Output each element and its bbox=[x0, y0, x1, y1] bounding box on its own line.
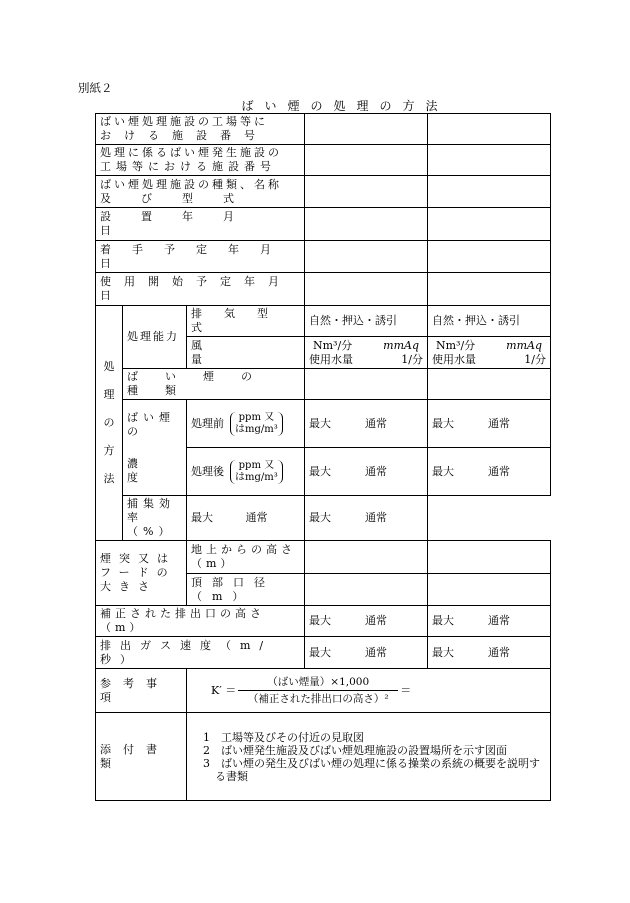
text: 通常 bbox=[365, 464, 387, 478]
corrected-height-label: 補正された排出口の高さ（m） bbox=[96, 606, 305, 637]
fraction bbox=[238, 675, 398, 706]
text: 使用水量 bbox=[432, 352, 476, 366]
text: 1/分 bbox=[524, 352, 546, 366]
capacity-label: 処理能力 bbox=[123, 306, 187, 369]
attachment-item: 3 ばい煙の発生及びばい煙の処理に係る操業の系統の概要を説明す bbox=[203, 756, 540, 770]
efficiency-b[interactable] bbox=[305, 496, 428, 541]
appendix-label: 別紙２ bbox=[78, 81, 113, 95]
exhaust-value-a[interactable]: 自然・押込・誘引 bbox=[305, 306, 428, 337]
kind-a[interactable] bbox=[305, 369, 428, 400]
text: はmg/m³ bbox=[235, 423, 278, 435]
text: 通常 bbox=[488, 614, 510, 627]
text: 最大 bbox=[432, 416, 454, 430]
after-b[interactable] bbox=[428, 448, 551, 496]
unit-bracket bbox=[230, 412, 283, 436]
text: 通常 bbox=[365, 645, 387, 659]
text: おける施設番号 bbox=[100, 129, 268, 142]
air-volume-b[interactable] bbox=[428, 337, 551, 369]
after-label bbox=[187, 448, 305, 496]
stack-diameter-b[interactable] bbox=[428, 574, 551, 606]
row-gen-number bbox=[96, 145, 551, 176]
text: 最大 bbox=[191, 511, 213, 524]
text: 処理後 bbox=[191, 464, 224, 478]
cell-b5[interactable] bbox=[428, 241, 551, 273]
row-exhaust-type bbox=[96, 306, 551, 337]
install-date-label: 設置年月日 bbox=[96, 208, 305, 241]
concentration-label bbox=[123, 400, 187, 496]
text: Nm³/分 bbox=[436, 338, 476, 352]
before-label bbox=[187, 400, 305, 448]
efficiency-a[interactable] bbox=[187, 496, 305, 541]
cell-a2[interactable] bbox=[305, 145, 428, 176]
cell-a1[interactable] bbox=[305, 114, 428, 145]
row-use-date bbox=[96, 273, 551, 306]
cell-a4[interactable] bbox=[305, 208, 428, 241]
gas-speed-a[interactable] bbox=[305, 637, 428, 669]
text: 理 bbox=[103, 388, 115, 401]
attachments-label: 添付書類 bbox=[96, 713, 187, 801]
cell-b1[interactable] bbox=[428, 114, 551, 145]
text: の bbox=[103, 416, 115, 429]
text: 方 bbox=[103, 444, 115, 457]
gen-number-label bbox=[96, 145, 305, 176]
text: ばい煙処理施設の種類、名称 bbox=[100, 177, 282, 191]
row-reference bbox=[96, 669, 551, 713]
corrected-b[interactable] bbox=[428, 606, 551, 637]
efficiency-label: 捕集効率（%） bbox=[123, 496, 187, 541]
row-start-date bbox=[96, 241, 551, 273]
unit-bracket bbox=[230, 460, 283, 484]
row-install-date bbox=[96, 208, 551, 241]
text: 最大 bbox=[309, 416, 331, 430]
text: 通常 bbox=[488, 416, 510, 430]
gas-speed-b[interactable] bbox=[428, 637, 551, 669]
attachment-item: 1 工場等及びその付近の見取図 bbox=[203, 730, 364, 744]
row-facility-number bbox=[96, 114, 551, 145]
attachment-item: る書類 bbox=[215, 769, 248, 783]
after-a[interactable] bbox=[305, 448, 428, 496]
before-a[interactable] bbox=[305, 400, 428, 448]
text: 濃度 bbox=[127, 456, 174, 484]
denominator: （補正された排出口の高さ）² bbox=[247, 693, 389, 705]
text: 通常 bbox=[488, 645, 510, 659]
text: はmg/m³ bbox=[235, 471, 278, 483]
row-efficiency bbox=[96, 496, 551, 541]
stack-diameter-label: 頂部口径（m） bbox=[187, 574, 305, 606]
text: 通常 bbox=[365, 511, 387, 524]
method-side-label bbox=[96, 306, 123, 541]
attachment-item: 2 ばい煙発生施設及びばい煙処理施設の設置場所を示す図面 bbox=[203, 743, 507, 757]
text: 通常 bbox=[365, 614, 387, 627]
cell-b2[interactable] bbox=[428, 145, 551, 176]
row-stack-height bbox=[96, 541, 551, 574]
text: ppm 又 bbox=[238, 459, 275, 471]
stack-height-label: 地上からの高さ（m） bbox=[187, 541, 305, 574]
gas-speed-label: 排出ガス速度（m/秒） bbox=[96, 637, 305, 669]
start-date-label: 着手予定年月日 bbox=[96, 241, 305, 273]
cell-a3[interactable] bbox=[305, 176, 428, 208]
text: 通常 bbox=[365, 416, 387, 430]
cell-a5[interactable] bbox=[305, 241, 428, 273]
before-b[interactable] bbox=[428, 400, 551, 448]
row-attachments bbox=[96, 713, 551, 801]
row-type bbox=[96, 176, 551, 208]
text: 最大 bbox=[309, 614, 331, 627]
row-kind bbox=[96, 369, 551, 400]
cell-a6[interactable] bbox=[305, 273, 428, 306]
k-symbol: K′ ＝ bbox=[211, 683, 237, 697]
text: mmAq bbox=[506, 338, 542, 352]
text: 処理に係るばい煙発生施設の bbox=[100, 146, 282, 159]
kind-label: ばい煙の種類 bbox=[123, 369, 305, 400]
stack-height-a[interactable] bbox=[305, 541, 428, 574]
text: 処 bbox=[103, 360, 115, 373]
cell-b4[interactable] bbox=[428, 208, 551, 241]
air-volume-a[interactable] bbox=[305, 337, 428, 369]
text: Nm³/分 bbox=[313, 338, 353, 352]
row-corrected-height bbox=[96, 606, 551, 637]
text: 工場等における施設番号 bbox=[100, 160, 276, 173]
row-gas-speed bbox=[96, 637, 551, 669]
type-label bbox=[96, 176, 305, 208]
exhaust-type-label: 排気型式 bbox=[187, 306, 305, 337]
text: 処理前 bbox=[191, 416, 224, 430]
facility-number-label bbox=[96, 114, 305, 145]
use-date-label: 使用開始予定年月日 bbox=[96, 273, 305, 306]
text: 風量 bbox=[191, 338, 292, 366]
text: 使用水量 bbox=[309, 352, 353, 366]
equals: ＝ bbox=[400, 683, 412, 697]
text: ばい煙処理施設の工場等に bbox=[100, 115, 268, 128]
text: ppm 又 bbox=[238, 411, 275, 423]
text: 及び型式 bbox=[100, 191, 264, 205]
text: 1/分 bbox=[401, 352, 423, 366]
numerator: （ばい煙量）×1,000 bbox=[267, 676, 370, 688]
exhaust-value-b[interactable]: 自然・押込・誘引 bbox=[428, 306, 551, 337]
text: mmAq bbox=[383, 338, 419, 352]
kind-b[interactable] bbox=[428, 369, 551, 400]
text: 法 bbox=[103, 472, 115, 485]
stack-diameter-a[interactable] bbox=[305, 574, 428, 606]
attachments-list bbox=[187, 713, 551, 801]
reference-formula bbox=[187, 669, 551, 713]
text: 最大 bbox=[432, 645, 454, 659]
row-before bbox=[96, 400, 551, 448]
text: 最大 bbox=[432, 614, 454, 627]
air-volume-label bbox=[187, 337, 305, 369]
stack-label: 煙突又はフードの大きさ bbox=[96, 541, 187, 606]
text: 通常 bbox=[245, 511, 268, 524]
text: 最大 bbox=[432, 464, 454, 478]
form-table bbox=[95, 113, 551, 801]
corrected-a[interactable] bbox=[305, 606, 428, 637]
stack-height-b[interactable] bbox=[428, 541, 551, 574]
page-title: ばい煙の処理の方法 bbox=[241, 99, 449, 113]
text: 最大 bbox=[309, 645, 331, 659]
cell-b6[interactable] bbox=[428, 273, 551, 306]
text: 通常 bbox=[488, 464, 510, 478]
text: 最大 bbox=[309, 464, 331, 478]
reference-label: 参考事項 bbox=[96, 669, 187, 713]
text: 最大 bbox=[309, 511, 331, 524]
text: ばい煙の bbox=[127, 410, 175, 438]
cell-b3[interactable] bbox=[428, 176, 551, 208]
